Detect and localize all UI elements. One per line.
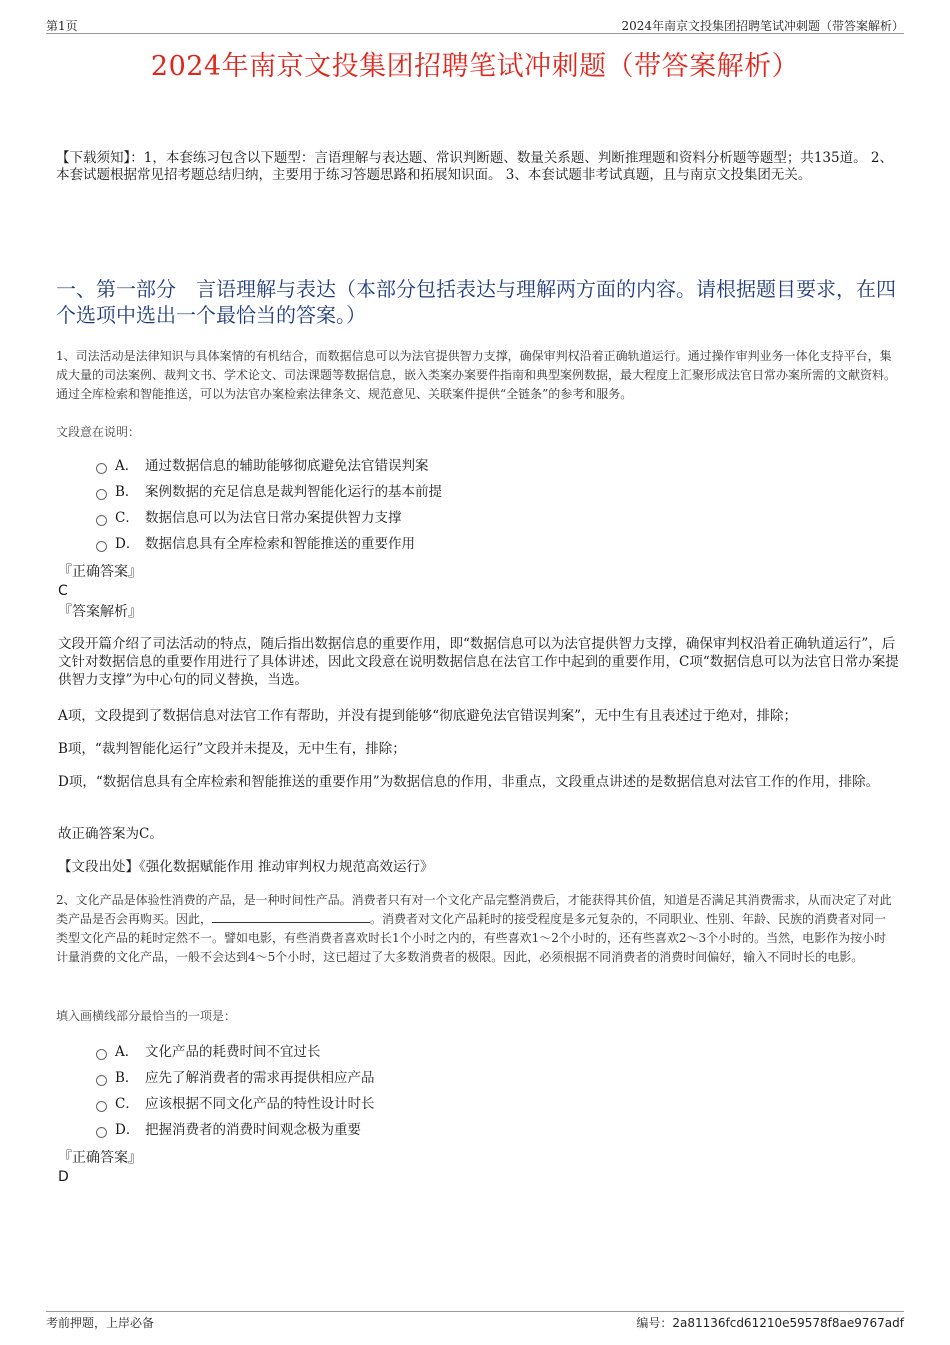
option-letter: A． <box>115 1044 139 1060</box>
q1-analysis-conclusion: 故正确答案为C。 <box>58 826 163 842</box>
option-text: 数据信息具有全库检索和智能推送的重要作用 <box>145 536 415 552</box>
option-letter: B． <box>115 484 139 500</box>
option-letter: B． <box>115 1070 139 1086</box>
q1-option-d[interactable] <box>96 535 415 553</box>
section-heading: 一、第一部分 言语理解与表达（本部分包括表达与理解两方面的内容。请根据题目要求，在四个选项中选出一个最恰当的答案。） <box>56 277 896 327</box>
q1-option-c[interactable] <box>96 509 402 527</box>
q2-option-a[interactable] <box>96 1043 321 1061</box>
option-text: 数据信息可以为法官日常办案提供智力支撑 <box>145 510 402 526</box>
q1-analysis-paragraph: 文段开篇介绍了司法活动的特点，随后指出数据信息的重要作用，即“数据信息可以为法官提供智力支撑，确保审判权沿着正确轨道运行”，后文针对数据信息的重要作用进行了具体讲述，因此文段意在说明数据信息在法官工作中起到的重要作用，C项“数据信息可以为法官日常办案提供智力支撑”为中心句的同义替换，当选。 <box>58 636 899 688</box>
option-text: 把握消费者的消费时间观念极为重要 <box>145 1122 361 1138</box>
q1-option-a[interactable] <box>96 457 429 475</box>
option-text: 案例数据的充足信息是裁判智能化运行的基本前提 <box>145 484 442 500</box>
q2-answer: D <box>58 1169 69 1185</box>
document-code-label: 编号： <box>636 1316 673 1330</box>
option-letter: D． <box>115 536 140 552</box>
q1-analysis-paragraph: A项，文段提到了数据信息对法官工作有帮助，并没有提到能够“彻底避免法官错误判案”，无中生有且表述过于绝对，排除； <box>58 708 798 724</box>
document-code <box>636 1314 904 1331</box>
document-code-value: 2a81136fcd61210e59578f8ae9767adf <box>672 1316 904 1330</box>
question-1-text: 1、司法活动是法律知识与具体案情的有机结合，而数据信息可以为法官提供智力支撑，确保审判权沿着正确轨道运行。通过操作审判业务一体化支持平台，集成大量的司法案例、裁判文书、学术论文、司法课题等数据信息，嵌入类案办案要件指南和典型案例数据，最大程度上汇聚形成法官日常办案所需的文献资料。通过全库检索和智能推送，可以为法官办案检索法律条文、规范意见、关联案件提供“全链条”的参考和服务。 <box>56 349 897 401</box>
download-notice: 【下载须知】：1，本套练习包含以下题型：言语理解与表达题、常识判断题、数量关系题、判断推理题和资料分析题等题型；共135道。 2、本套试题根据常见招考题总结归纳，主要用于练习答题思路和拓展知识面。 3、本套试题非考试真题，且与南京文投集团无关。 <box>56 150 893 183</box>
option-text: 通过数据信息的辅助能够彻底避免法官错误判案 <box>145 458 429 474</box>
q2-answer-label: 『正确答案』 <box>58 1150 142 1166</box>
radio-icon[interactable] <box>96 1075 107 1086</box>
q1-analysis-paragraph: B项，“裁判智能化运行”文段并未提及，无中生有，排除； <box>58 741 406 757</box>
option-letter: C． <box>115 510 139 526</box>
radio-icon[interactable] <box>96 1101 107 1112</box>
radio-icon[interactable] <box>96 463 107 474</box>
option-text: 文化产品的耗费时间不宜过长 <box>145 1044 321 1060</box>
option-letter: C． <box>115 1096 139 1112</box>
q2-option-c[interactable] <box>96 1095 375 1113</box>
q1-source: 【文段出处】《强化数据赋能作用 推动审判权力规范高效运行》 <box>58 859 434 875</box>
running-header-title: 2024年南京文投集团招聘笔试冲刺题（带答案解析） <box>621 19 904 33</box>
option-letter: D． <box>115 1122 140 1138</box>
q1-option-b[interactable] <box>96 483 442 501</box>
question-1-prompt: 文段意在说明： <box>56 425 141 439</box>
option-text: 应该根据不同文化产品的特性设计时长 <box>145 1096 375 1112</box>
radio-icon[interactable] <box>96 489 107 500</box>
footer-slogan: 考前押题，上岸必备 <box>46 1316 155 1330</box>
radio-icon[interactable] <box>96 1049 107 1060</box>
question-2-text <box>56 891 898 967</box>
radio-icon[interactable] <box>96 515 107 526</box>
q2-option-d[interactable] <box>96 1121 361 1139</box>
option-letter: A． <box>115 458 139 474</box>
fill-in-blank <box>212 910 370 923</box>
page-title: 2024年南京文投集团招聘笔试冲刺题（带答案解析） <box>150 51 800 82</box>
header-divider <box>46 33 904 34</box>
question-2-text-before: 2、文化产品是体验性消费的产品，是一种时间性产品。消费者只有对一个文化产品完整消费后，才能获得其价值，知道是否满足其消费需求，从而决定了对此类产品是否会再购买。因此， <box>56 893 892 926</box>
q1-answer-label: 『正确答案』 <box>58 564 142 580</box>
page-number: 第1页 <box>46 19 78 33</box>
q2-option-b[interactable] <box>96 1069 375 1087</box>
radio-icon[interactable] <box>96 1127 107 1138</box>
option-text: 应先了解消费者的需求再提供相应产品 <box>145 1070 375 1086</box>
radio-icon[interactable] <box>96 541 107 552</box>
question-2-prompt: 填入画横线部分最恰当的一项是： <box>56 1009 237 1023</box>
q1-analysis-label: 『答案解析』 <box>58 604 142 620</box>
footer-divider <box>46 1311 904 1312</box>
q1-analysis-paragraph: D项，“数据信息具有全库检索和智能推送的重要作用”为数据信息的作用，非重点，文段重点讲述的是数据信息对法官工作的作用，排除。 <box>58 774 880 790</box>
q1-answer: C <box>58 583 68 599</box>
question-2-text-after: 。消费者对文化产品耗时的接受程度是多元复杂的，不同职业、性别、年龄、民族的消费者对同一类型文化产品的耗时定然不一。譬如电影，有些消费者喜欢时长1个小时之内的，有些喜欢1～2个小时的，还有些喜欢2～3个小时的。当然，电影作为按小时计量消费的文化产品，一般不会达到4～5个小时，这已超过了大多数消费者的极限。因此，必须根据不同消费者的消费时间偏好，输入不同时长的电影。 <box>56 912 887 964</box>
